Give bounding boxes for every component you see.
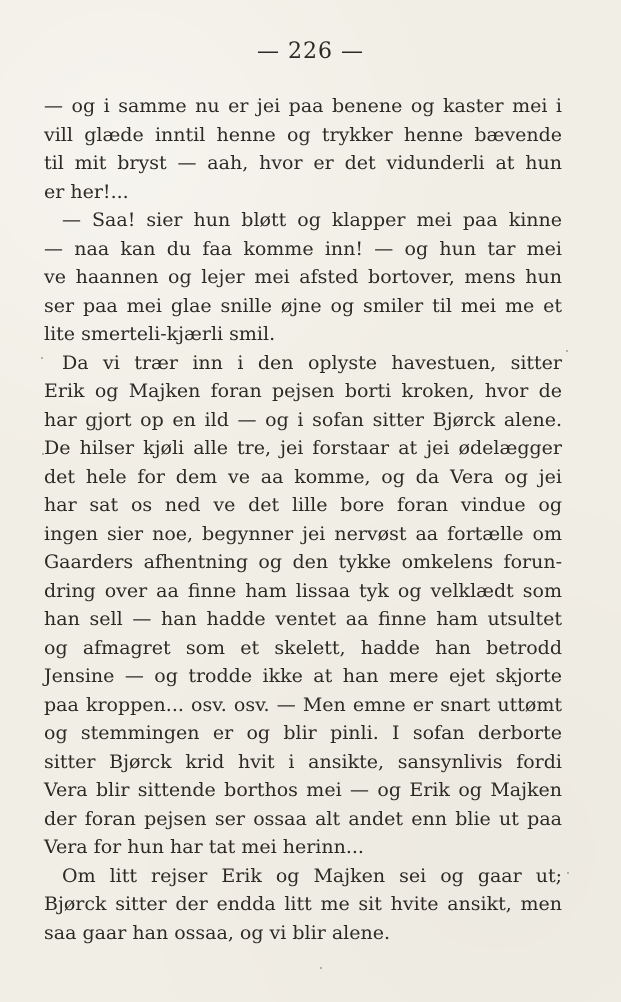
speck [41, 357, 43, 359]
speck [42, 453, 44, 455]
text-line: har gjort op en ild — og i sofan sitter Bjørck alene. [44, 408, 562, 431]
body-text [44, 92, 562, 947]
text-line: ingen sier noe, begynner jei nervøst aa fortælle om [44, 522, 562, 545]
text-line: Gaarders afhentning og den tykke omkelens forun- [44, 551, 562, 573]
text-line: De hilser kjøli alle tre, jei forstaar at jei ødelægger [44, 437, 562, 459]
speck [320, 967, 322, 969]
speck [566, 350, 568, 352]
text-line: det hele for dem ve aa komme, og da Vera og jei [44, 465, 562, 488]
text-line: der foran pejsen ser ossaa alt andet enn blie ut paa [44, 807, 562, 830]
text-line: er her!... [44, 180, 129, 203]
text-line: — naa kan du faa komme inn! — og hun tar mei [44, 237, 562, 260]
text-line: har sat os ned ve det lille bore foran vindue og [44, 494, 562, 516]
text-line: Bjørck sitter der endda litt me sit hvite ansikt, men [44, 893, 562, 915]
page-number-header: — 226 — [257, 39, 364, 64]
text-line: Jensine — og trodde ikke at han mere ejet skjorte [44, 665, 562, 687]
text-line: paa kroppen... osv. osv. — Men emne er snart uttømt [44, 693, 562, 716]
text-line: vill glæde inntil henne og trykker henne bævende [44, 123, 562, 146]
speck [567, 872, 569, 874]
text-line: sitter Bjørck krid hvit i ansikte, sansynlivis fordi [44, 750, 562, 773]
text-line: dring over aa finne ham lissaa tyk og velklædt som [44, 579, 562, 602]
text-line: — Saa! sier hun bløtt og klapper mei paa kinne [62, 209, 562, 231]
text-line: og afmagret som et skelett, hadde han betrodd [44, 636, 562, 659]
text-line: til mit bryst — aah, hvor er det vidunderli at hun [44, 152, 562, 174]
text-line: Vera for hun har tat mei herinn... [44, 836, 364, 858]
text-line: Vera blir sittende borthos mei — og Erik og Majken [44, 779, 562, 801]
text-line: og stemmingen er og blir pinli. I sofan derborte [44, 722, 562, 744]
text-line: ve haannen og lejer mei afsted bortover, mens hun [44, 266, 562, 288]
text-line: han sell — han hadde ventet aa finne ham utsultet [44, 608, 562, 630]
text-line: — og i samme nu er jei paa benene og kaster mei i [44, 95, 562, 117]
text-line: saa gaar han ossaa, og vi blir alene. [44, 921, 390, 944]
text-line: Om litt rejser Erik og Majken sei og gaar ut; [62, 864, 562, 887]
text-line: Da vi trær inn i den oplyste havestuen, sitter [62, 351, 562, 374]
text-line: Erik og Majken foran pejsen borti kroken, hvor de [44, 380, 562, 402]
text-line: lite smerteli-kjærli smil. [44, 323, 276, 345]
text-line: ser paa mei glae snille øjne og smiler til mei me et [44, 294, 562, 317]
